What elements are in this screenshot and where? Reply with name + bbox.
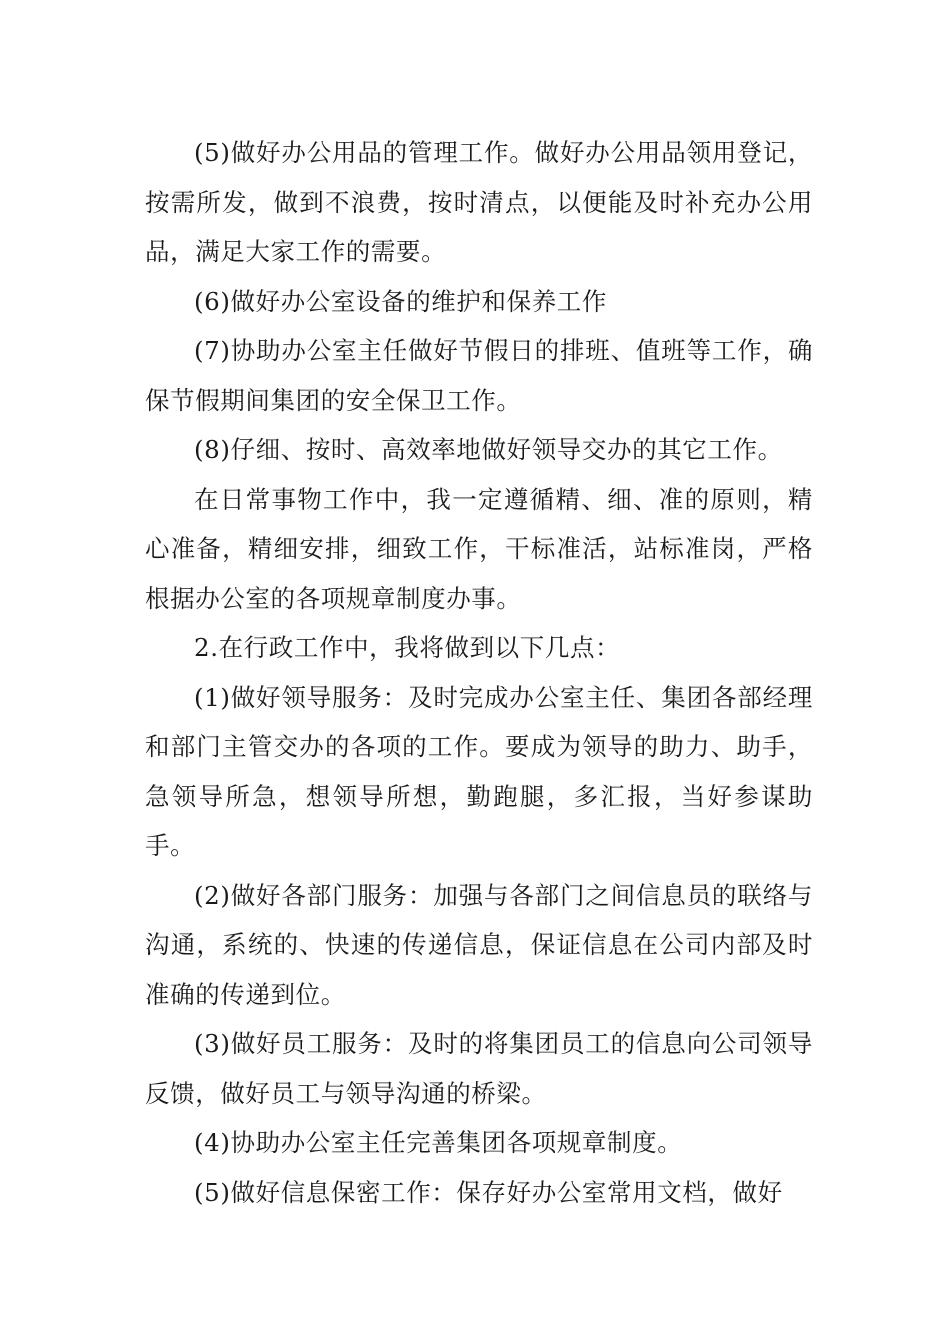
- paragraph-holiday-duty: (7)协助办公室主任做好节假日的排班、值班等工作，确保节假期间集团的安全保卫工作。: [145, 336, 813, 415]
- paragraph-admin-heading: 2.在行政工作中，我将做到以下几点：: [194, 633, 621, 662]
- paragraph-regulations: (4)协助办公室主任完善集团各项规章制度。: [194, 1128, 683, 1157]
- paragraph-other-tasks: (8)仔细、按时、高效率地做好领导交办的其它工作。: [194, 435, 783, 464]
- paragraph-equipment-maintenance: (6)做好办公室设备的维护和保养工作: [194, 286, 608, 316]
- paragraph-staff-service: (3)做好员工服务：及时的将集团员工的信息向公司领导反馈，做好员工与领导沟通的桥梁。: [145, 1029, 813, 1108]
- document-page: [145, 128, 813, 1217]
- paragraph-confidentiality: (5)做好信息保密工作：保存好办公室常用文档，做好: [194, 1177, 783, 1207]
- paragraph-daily-principles: 在日常事物工作中，我一定遵循精、细、准的原则，精心准备，精细安排，细致工作，干标准活，站标准岗，严格根据办公室的各项规章制度办事。: [145, 484, 813, 613]
- paragraph-office-supplies: (5)做好办公用品的管理工作。做好办公用品领用登记，按需所发，做到不浪费，按时清点，以便能及时补充办公用品，满足大家工作的需要。: [145, 138, 813, 266]
- paragraph-department-service: (2)做好各部门服务：加强与各部门之间信息员的联络与沟通，系统的、快速的传递信息，保证信息在公司内部及时准确的传递到位。: [145, 880, 813, 1009]
- paragraph-leader-service: (1)做好领导服务：及时完成办公室主任、集团各部经理和部门主管交办的各项的工作。要成为领导的助力、助手，急领导所急，想领导所想，勤跑腿，多汇报，当好参谋助手。: [145, 682, 813, 860]
